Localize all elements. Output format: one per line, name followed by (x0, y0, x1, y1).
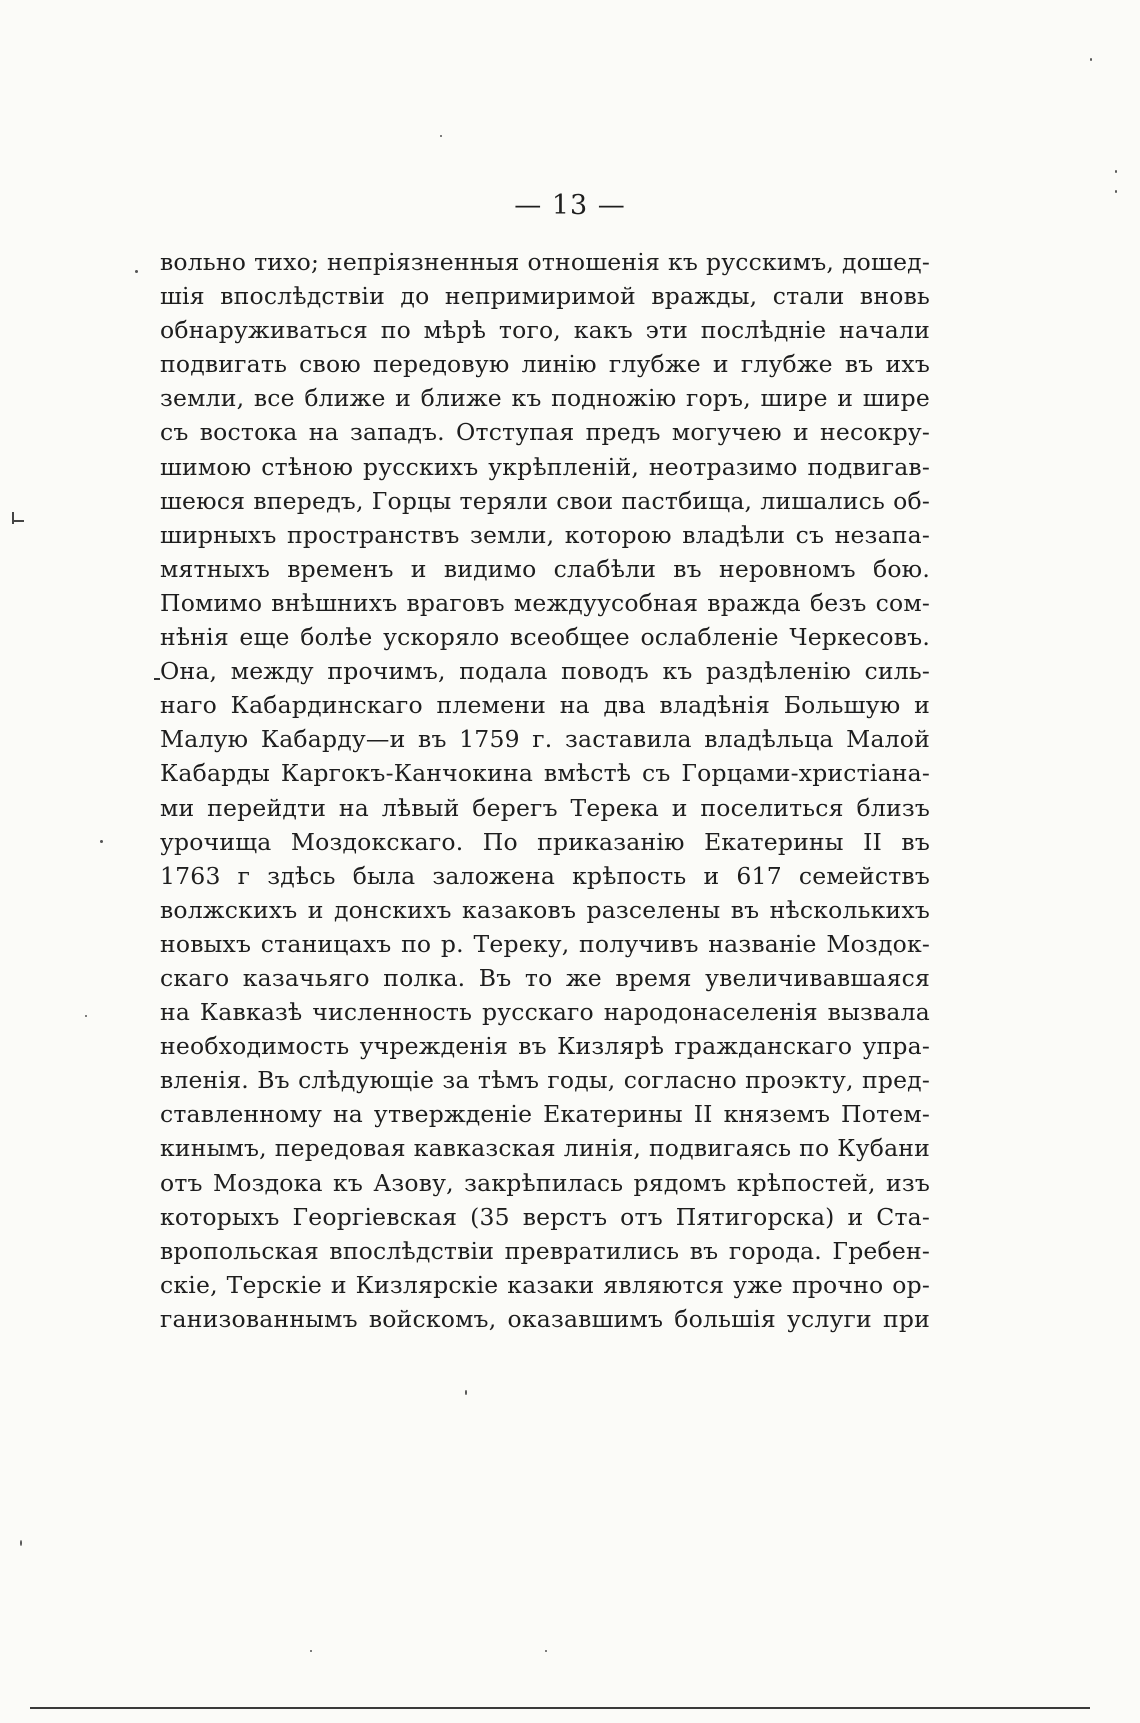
text-line: необходимость учрежденія въ Кизлярѣ гражданскаго упра- (160, 1032, 930, 1061)
scan-speck (1090, 58, 1092, 61)
bottom-rule (30, 1707, 1090, 1709)
text-line: обнаруживаться по мѣрѣ того, какъ эти послѣдніе начали (160, 316, 930, 345)
text-line: мятныхъ временъ и видимо слабѣли въ неровномъ бою. (160, 554, 930, 583)
text-line: ширныхъ пространствъ земли, которою владѣли съ незапа- (160, 520, 930, 549)
text-line: ганизованнымъ войскомъ, оказавшимъ большія услуги при (160, 1304, 930, 1333)
text-line: урочища Моздокскаго. По приказанію Екатерины II въ (160, 827, 930, 856)
scan-speck (1115, 170, 1117, 173)
text-line: отъ Моздока къ Азову, закрѣпилась рядомъ крѣпостей, изъ (160, 1168, 930, 1197)
text-line: ставленному на утвержденіе Екатерины II княземъ Потем- (160, 1100, 930, 1129)
text-line: Она, между прочимъ, подала поводъ къ раздѣленію силь- (160, 657, 930, 686)
text-line: скаго казачьяго полка. Въ то же время увеличивавшаяся (160, 963, 930, 992)
text-line: земли, все ближе и ближе къ подножію горъ, шире и шире (160, 384, 930, 413)
page-number: — 13 — (514, 190, 626, 221)
body-text (160, 245, 930, 1336)
text-line: шія впослѣдствіи до непримиримой вражды, стали вновь (160, 282, 930, 311)
scan-speck (135, 270, 138, 273)
scan-speck (100, 840, 103, 843)
scan-speck (465, 1390, 467, 1395)
margin-tick-mark (12, 512, 14, 524)
text-line: на Кавказѣ численность русскаго народонаселенія вызвала (160, 998, 930, 1027)
scan-speck (20, 1540, 22, 1546)
text-line: Малую Кабарду—и въ 1759 г. заставила владѣльца Малой (160, 725, 930, 754)
text-line: скіе, Терскіе и Кизлярскіе казаки являются уже прочно ор- (160, 1270, 930, 1299)
scan-speck (310, 1650, 312, 1652)
text-line: вленія. Въ слѣдующіе за тѣмъ годы, согласно проэкту, пред- (160, 1066, 930, 1095)
scan-speck (1115, 190, 1117, 193)
scan-speck (545, 1650, 547, 1652)
text-line: шеюся впередъ, Горцы теряли свои пастбища, лишались об- (160, 486, 930, 515)
text-line: кинымъ, передовая кавказская линія, подвигаясь по Кубани (160, 1134, 930, 1163)
text-line: Помимо внѣшнихъ враговъ междуусобная вражда безъ сом- (160, 588, 930, 617)
text-line: волжскихъ и донскихъ казаковъ разселены въ нѣсколькихъ (160, 895, 930, 924)
text-line: съ востока на западъ. Отступая предъ могучею и несокру- (160, 418, 930, 447)
text-line: 1763 г здѣсь была заложена крѣпость и 617 семействъ (160, 861, 930, 890)
text-line: ми перейдти на лѣвый берегъ Терека и поселиться близъ (160, 793, 930, 822)
scan-speck (440, 135, 442, 137)
text-line: Кабарды Каргокъ-Канчокина вмѣстѣ съ Горцами-христіана- (160, 759, 930, 788)
text-line: вропольская впослѣдствіи превратились въ города. Гребен- (160, 1236, 930, 1265)
scan-speck (85, 1015, 87, 1017)
text-line: шимою стѣною русскихъ укрѣпленій, неотразимо подвигав- (160, 452, 930, 481)
text-line: вольно тихо; непріязненныя отношенія къ русскимъ, дошед- (160, 248, 930, 276)
text-line: наго Кабардинскаго племени на два владѣнія Большую и (160, 691, 930, 720)
text-line: которыхъ Георгіевская (35 верстъ отъ Пятигорска) и Ста- (160, 1202, 930, 1231)
text-line: подвигать свою передовую линію глубже и глубже въ ихъ (160, 350, 930, 379)
margin-dash-mark (154, 678, 160, 680)
text-line: нѣнія еще болѣе ускоряло всеобщее ослабленіе Черкесовъ. (160, 623, 930, 652)
text-line: новыхъ станицахъ по р. Тереку, получивъ названіе Моздок- (160, 929, 930, 958)
